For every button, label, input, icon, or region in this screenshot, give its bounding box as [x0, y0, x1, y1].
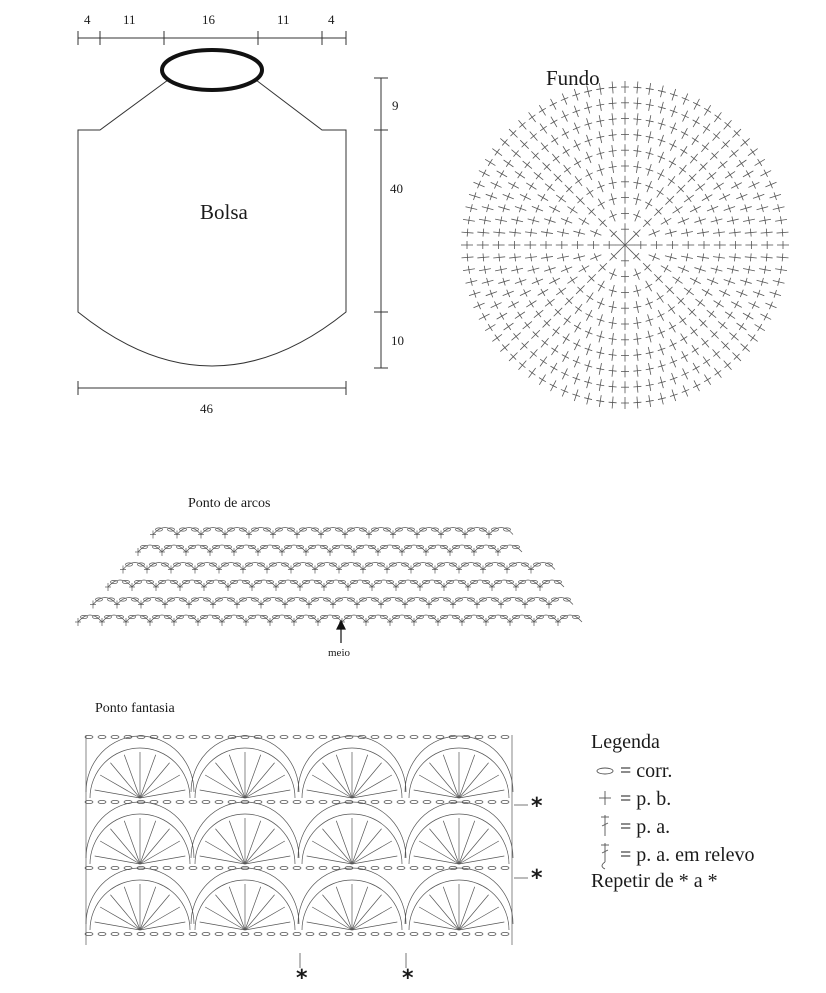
bag-label: Bolsa [200, 200, 248, 224]
chain-oval-icon [597, 768, 613, 774]
bag-handle-opening [162, 50, 262, 90]
legend-title: Legenda [591, 731, 660, 753]
legend-item-text: = p. b. [620, 788, 672, 810]
fancy-stitch-chart [85, 735, 513, 945]
legend-item-text: = p. a. em relevo [620, 844, 755, 866]
repeat-marker-lines [300, 805, 528, 968]
dim-bottom: 46 [200, 401, 213, 416]
fancy-label: Ponto fantasia [95, 701, 175, 716]
raised-double-crochet-icon [601, 843, 609, 869]
double-crochet-icon [601, 815, 609, 836]
legend-item-text: = p. a. [620, 816, 671, 838]
base-circle-chart [461, 81, 789, 409]
single-crochet-cross-icon [599, 791, 611, 805]
dim-side-3: 10 [391, 333, 404, 348]
arches-label: Ponto de arcos [188, 496, 271, 511]
repeat-mark: * [296, 966, 308, 991]
middle-arrow [337, 621, 345, 643]
legend-repeat-note: Repetir de * a * [591, 870, 718, 892]
repeat-mark: * [531, 794, 543, 819]
dim-top-2: 11 [123, 12, 136, 27]
dim-top-4: 11 [277, 12, 290, 27]
middle-label: meio [328, 647, 350, 659]
base-label: Fundo [546, 66, 600, 90]
arches-stitch-chart [75, 528, 582, 627]
dim-side-1: 9 [392, 98, 399, 113]
repeat-mark: * [402, 966, 414, 991]
legend-item-text: = corr. [620, 760, 673, 782]
dim-side-2: 40 [390, 181, 403, 196]
repeat-mark: * [531, 866, 543, 891]
dim-top-1: 4 [84, 12, 91, 27]
dim-top-3: 16 [202, 12, 215, 27]
dim-top-5: 4 [328, 12, 335, 27]
legend-symbols [597, 768, 613, 869]
